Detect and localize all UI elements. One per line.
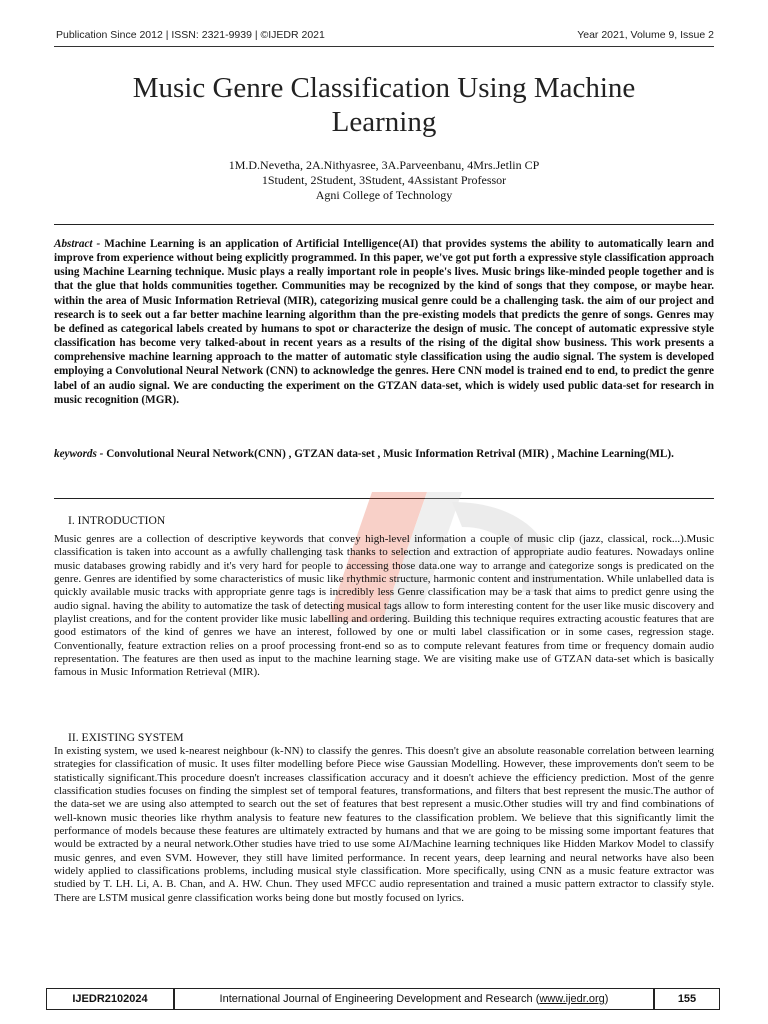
section-body-introduction: Music genres are a collection of descriptive keywords that convey high-level information a couple of music clip (jazz, classical, rock...).Music classification is taken into account as a awfully challenging task thanks to selection and extraction of appropriate audio features. Nowadays online music databases growing rabidly and it's very hard for people to accessing those data.one way to arrange and categorize songs is predicated on the genre. Genres are identified by some characteristics of music like rhythmic structure, harmonic content and instrumentation. While unlabelled data is quickly available music tracks with appropriate genre tags is incredibly less Genre classification may be a task that aims to predict genre using the audio signal. having the ability to automatize the task of detecting musical tags allow to form interesting content for the user like music discovery and playlist creations, and for the content provider like music labelling and ordering. Building this technique requires extracting acoustic features that are good estimators of the kind of genres we have an interest, followed by one or multi label classification or in some cases, regression stage. Conventionally, feature extraction relies on a proof processing front-end so as to compute relevant features from time or frequency domain audio representation. The features are then used as input to the machine learning stage. We are visiting make use of GTZAN data-set which is basically famous in Music Information Retrieval (MIR). [54,533,714,679]
page-number: 155 [654,988,720,1010]
abstract-label: Abstract - [54,238,101,250]
publication-info: Publication Since 2012 | ISSN: 2321-9939 | ©IJEDR 2021 [56,29,325,41]
running-header [54,27,714,45]
section-body-existing-system: In existing system, we used k-nearest neighbour (k-NN) to classify the genres. This doesn't give an absolute reasonable correlation between learning strategies for classification of music. It uses filter modelling before Piece wise Gaussian Modelling. However, these improvements don't seem to be statistically significant.This procedure doesn't increases classification accuracy and it doesn't achieve the efficiency prediction. Most of the genre classification studies focuses on finding the simplest set of temporal features, transformations, and filters that best represent the music.The author of the data-set we are using also attempted to search out the set of features that best represent a music.Other studies will try and find combinations of well-known music theories like rhythm analysis to feature new features to the classification problem. We believe that this significantly limit the performance of models because these features are ultimately extracted by humans and that we are going to be missing some important features that would be extracted by a neural network.Other studies have tried to use some AI/Machine learning techniques like Hidden Markov Model to classify music genres, and even SVM. However, they still have limited performance. In recent years, deep learning and neural networks have also been widely applied to classifications problems, including musical style classification. More specifically, using CNN as a music feature extractor was studied by T. LH. Li, A. B. Chan, and A. HW. Chun. They used MFCC audio representation and trained a music pattern extractor to classify style. There are LSTM musical genre classification works being done but mostly focused on lyrics. [54,745,714,904]
footer-paper-id: IJEDR2102024 [46,988,174,1010]
title-divider [54,224,714,225]
title-line-2: Learning [331,106,437,138]
section-heading-existing-system: II. EXISTING SYSTEM [68,731,184,744]
keywords-label: keywords - [54,448,104,460]
footer-journal-prefix: International Journal of Engineering Development and Research ( [219,993,540,1005]
abstract-text: Machine Learning is an application of Artificial Intelligence(AI) that provides systems the ability to automatically learn and improve from experience without being explicitly programmed. In this paper, we've got put forth a expressive style classification approach using Machine Learning technique. Music plays a really important role in people's lives. Music brings like-minded people together and is that the glue that holds communities together. Communities may be recognized by the kind of songs that they compose, or maybe hear. within the area of Music Information Retrieval (MIR), categorizing musical genre could be a challenging task. the aim of our project and research is to seek out a far better machine learning algorithm than the pre-existing models that predicts the genre of songs. Genres may be defined as categorical labels created by humans to spot or characterize the design of music. The concept of automatic expressive style classification has become very talked-about in recent years as a results of the rising of the digital show business. This work presents a comprehensive machine learning approach to the matter of automatic style classification using the audio signal. The system is developed employing a Convolutional Neural Network (CNN) to acknowledge the genres. Here CNN model is trained end to end, to predict the genre label of an audio signal. We are conducting the experiment on the GTZAN data-set, which is widely used public data-set for research in music recognition (MGR). [54,238,714,406]
keywords-text: Convolutional Neural Network(CNN) , GTZAN data-set , Music Information Retrival (MIR) , Machine Learning(ML). [103,448,674,460]
author-affiliation: Agni College of Technology [315,188,453,202]
author-block [54,158,714,203]
author-names: 1M.D.Nevetha, 2A.Nithyasree, 3A.Parveenbanu, 4Mrs.Jetlin CP [228,158,540,172]
issue-info: Year 2021, Volume 9, Issue 2 [577,29,714,41]
footer-journal [174,988,654,1010]
keywords [54,447,714,461]
abstract [54,237,714,407]
header-divider [54,46,714,47]
footer-journal-suffix: ) [604,993,609,1005]
section-heading-introduction: I. INTRODUCTION [68,514,166,527]
title-line-1: Music Genre Classification Using Machine [132,72,636,104]
author-roles: 1Student, 2Student, 3Student, 4Assistant Professor [261,173,507,187]
journal-website-link[interactable]: www.ijedr.org [539,993,605,1005]
paper-title [54,71,714,139]
